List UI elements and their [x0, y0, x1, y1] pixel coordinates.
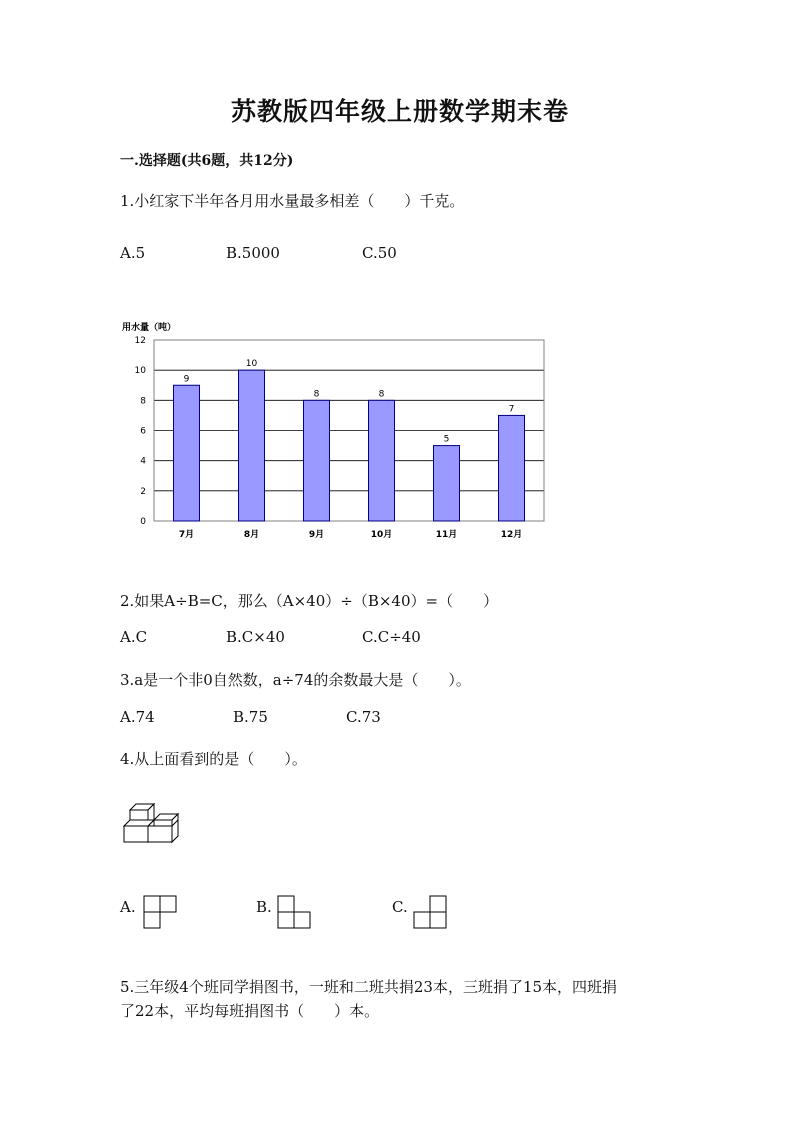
chart-ytick-label: 12 — [134, 336, 146, 346]
question-2-option-c: C.C÷40 — [362, 628, 421, 646]
question-3-option-b: B.75 — [233, 708, 268, 726]
chart-data-label: 9 — [183, 374, 190, 385]
option-c-shape — [412, 894, 448, 930]
question-1-option-a: A.5 — [120, 244, 146, 262]
question-3-option-c: C.73 — [346, 708, 381, 726]
chart-bar — [174, 385, 200, 521]
question-3-option-a: A.74 — [120, 708, 155, 726]
chart-xtick-label: 10月 — [370, 530, 393, 540]
chart-ytick-label: 0 — [140, 517, 146, 527]
chart-ytick-label: 8 — [140, 396, 146, 407]
water-usage-bar-chart — [118, 318, 558, 548]
question-4-option-c: C. — [392, 898, 408, 916]
question-2-text: 2.如果A÷B=C，那么（A×40）÷（B×40）=（ ） — [120, 592, 499, 610]
question-3-text: 3.a是一个非0自然数，a÷74的余数最大是（ ）。 — [120, 671, 471, 689]
question-1-option-b: B.5000 — [226, 244, 280, 262]
chart-data-label: 7 — [508, 404, 515, 415]
question-4-option-b: B. — [256, 898, 272, 916]
chart-xtick-label: 11月 — [435, 530, 458, 540]
chart-ytick-label: 4 — [140, 456, 146, 467]
chart-bar — [239, 370, 265, 521]
cube-stack-figure — [120, 800, 190, 850]
question-2-option-b: B.C×40 — [226, 628, 285, 646]
chart-bar — [434, 446, 460, 521]
question-1-option-c: C.50 — [362, 244, 397, 262]
question-5-line-1: 5.三年级4个班同学捐图书，一班和二班共捐23本，三班捐了15本，四班捐 — [120, 978, 618, 996]
chart-data-label: 8 — [313, 389, 320, 400]
question-4-option-a: A. — [120, 898, 136, 916]
chart-ylabel: 用水量（吨） — [122, 323, 177, 333]
chart-bar — [499, 415, 525, 521]
chart-data-label: 8 — [378, 389, 385, 400]
chart-ytick-label: 6 — [140, 426, 146, 437]
chart-xtick-label: 7月 — [178, 530, 195, 540]
page-title: 苏教版四年级上册数学期末卷 — [230, 97, 569, 126]
chart-bar — [304, 400, 330, 521]
chart-bar — [369, 400, 395, 521]
chart-data-label: 5 — [443, 434, 450, 445]
question-1-text: 1.小红家下半年各月用水量最多相差（ ）千克。 — [120, 192, 465, 210]
option-b-shape — [276, 894, 312, 930]
chart-xtick-label: 9月 — [308, 530, 325, 540]
question-5-line-2: 了22本，平均每班捐图书（ ）本。 — [120, 1002, 380, 1020]
chart-ytick-label: 10 — [134, 366, 146, 377]
chart-data-label: 10 — [245, 359, 258, 370]
option-a-shape — [142, 894, 178, 930]
chart-xtick-label: 8月 — [243, 530, 260, 540]
question-2-option-a: A.C — [120, 628, 148, 646]
section-heading: 一.选择题(共6题，共12分) — [120, 153, 294, 169]
chart-ytick-label: 2 — [140, 486, 146, 497]
chart-xtick-label: 12月 — [500, 530, 523, 540]
question-4-text: 4.从上面看到的是（ ）。 — [120, 750, 307, 768]
